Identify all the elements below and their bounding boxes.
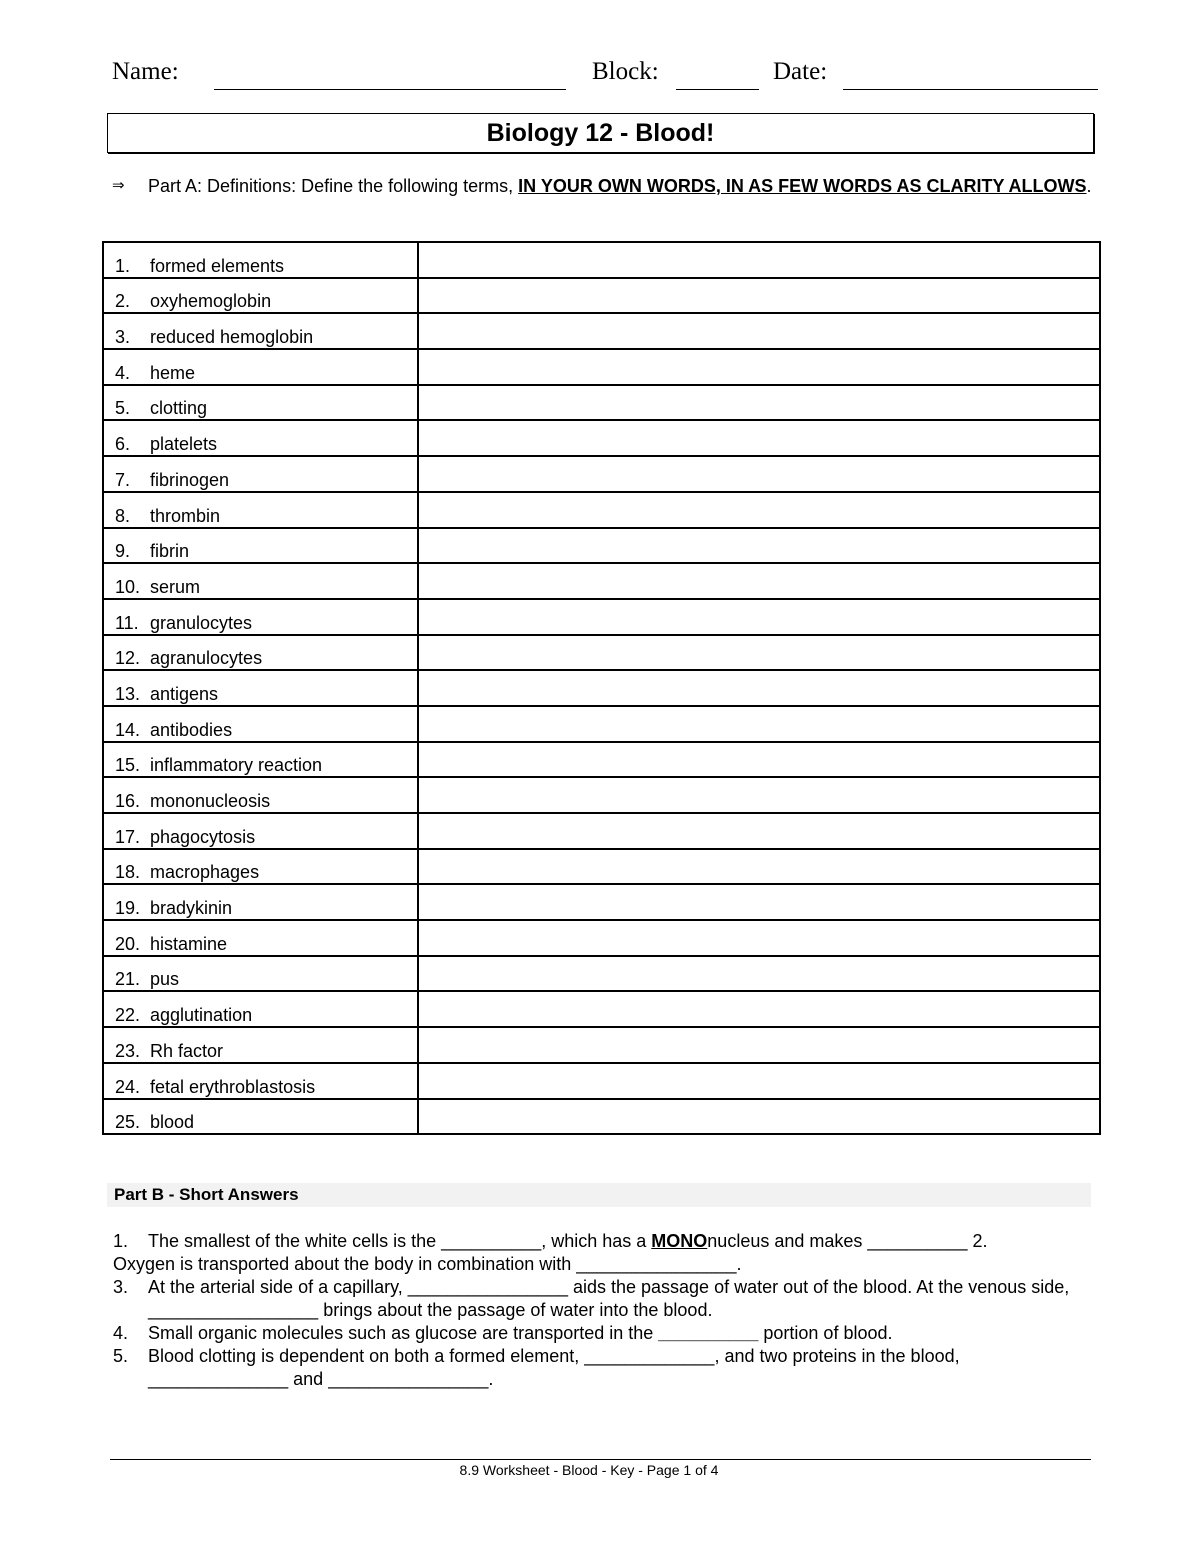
term-cell	[103, 1063, 418, 1099]
table-row	[103, 706, 1100, 742]
table-row	[103, 1063, 1100, 1099]
definition-answer-cell[interactable]	[418, 599, 1100, 635]
definition-answer-cell[interactable]	[418, 884, 1100, 920]
answer-blank[interactable]: __________	[658, 1323, 759, 1343]
answer-blank[interactable]: ______________	[148, 1369, 289, 1389]
table-row	[103, 563, 1100, 599]
question-5	[113, 1345, 1073, 1391]
definition-answer-cell[interactable]	[418, 242, 1100, 278]
term-number: 6.	[115, 434, 131, 455]
term-label: fetal erythroblastosis	[150, 1076, 316, 1097]
definition-answer-cell[interactable]	[418, 956, 1100, 992]
question-2	[113, 1253, 1073, 1276]
term-label: formed elements	[150, 255, 285, 276]
definition-answer-cell[interactable]	[418, 777, 1100, 813]
term-cell	[103, 920, 418, 956]
term-number: 5.	[115, 398, 131, 419]
term-number: 24.	[115, 1076, 141, 1097]
table-row	[103, 849, 1100, 885]
term-number: 12.	[115, 648, 141, 669]
table-row	[103, 1027, 1100, 1063]
term-number: 3.	[115, 327, 131, 348]
question-text: brings about the passage of water into the blood.	[318, 1300, 713, 1320]
term-cell	[103, 420, 418, 456]
page-footer: 8.9 Worksheet - Blood - Key - Page 1 of 4	[459, 1462, 719, 1478]
name-field[interactable]	[214, 89, 566, 90]
term-number: 13.	[115, 683, 141, 704]
term-cell	[103, 813, 418, 849]
definition-answer-cell[interactable]	[418, 742, 1100, 778]
answer-blank[interactable]: ________________	[328, 1369, 489, 1389]
definition-answer-cell[interactable]	[418, 1099, 1100, 1135]
definition-answer-cell[interactable]	[418, 313, 1100, 349]
term-cell	[103, 599, 418, 635]
question-number: 5.	[113, 1346, 129, 1366]
question-text: The smallest of the white cells is the	[148, 1231, 442, 1251]
question-text: Oxygen is transported about the body in combination with	[113, 1254, 577, 1274]
term-number: 25.	[115, 1112, 141, 1133]
term-label: granulocytes	[150, 612, 253, 633]
term-number: 14.	[115, 719, 141, 740]
term-cell	[103, 492, 418, 528]
question-number: 1.	[113, 1231, 129, 1251]
table-row	[103, 813, 1100, 849]
question-text: and	[288, 1369, 329, 1389]
term-label: platelets	[150, 434, 218, 455]
term-number: 23.	[115, 1040, 141, 1061]
term-number: 4.	[115, 362, 131, 383]
question-text: , and two proteins in the blood,	[714, 1346, 960, 1366]
term-cell	[103, 313, 418, 349]
term-cell	[103, 1099, 418, 1135]
table-row	[103, 349, 1100, 385]
term-cell	[103, 528, 418, 564]
term-label: agglutination	[150, 1005, 253, 1026]
definition-answer-cell[interactable]	[418, 528, 1100, 564]
definition-answer-cell[interactable]	[418, 920, 1100, 956]
term-label: antibodies	[150, 719, 233, 740]
table-row	[103, 242, 1100, 278]
table-row	[103, 991, 1100, 1027]
term-label: phagocytosis	[150, 826, 256, 847]
term-cell	[103, 956, 418, 992]
question-text: aids the passage of water out of the blood. At the venous side,	[567, 1277, 1070, 1297]
definition-answer-cell[interactable]	[418, 849, 1100, 885]
block-field[interactable]	[676, 89, 759, 90]
question-text: .	[488, 1369, 494, 1389]
definition-answer-cell[interactable]	[418, 492, 1100, 528]
part-a-emphasis: IN YOUR OWN WORDS, IN AS FEW WORDS AS CLARITY ALLOWS	[518, 176, 1087, 196]
question-text: Small organic molecules such as glucose are transported in the	[148, 1323, 659, 1343]
table-row	[103, 884, 1100, 920]
answer-blank[interactable]: ________________	[407, 1277, 568, 1297]
term-label: reduced hemoglobin	[150, 327, 314, 348]
question-text: .	[736, 1254, 742, 1274]
term-cell	[103, 884, 418, 920]
term-cell	[103, 706, 418, 742]
term-number: 20.	[115, 933, 141, 954]
table-row	[103, 599, 1100, 635]
block-label: Block:	[592, 58, 659, 85]
table-row	[103, 528, 1100, 564]
term-number: 16.	[115, 791, 141, 811]
term-number: 11.	[115, 612, 139, 633]
term-label: antigens	[150, 683, 219, 704]
term-cell	[103, 278, 418, 314]
question-text: Blood clotting is dependent on both a formed element,	[148, 1346, 585, 1366]
term-label: agranulocytes	[150, 648, 263, 669]
term-label: serum	[150, 576, 201, 597]
term-label: clotting	[150, 398, 208, 419]
question-number: 3.	[113, 1277, 129, 1297]
question-4	[113, 1322, 1073, 1345]
table-row	[103, 920, 1100, 956]
definition-answer-cell[interactable]	[418, 670, 1100, 706]
table-row	[103, 313, 1100, 349]
question-text: 2.	[967, 1231, 988, 1251]
term-label: histamine	[150, 933, 228, 954]
title-box	[107, 113, 1094, 153]
term-number: 19.	[115, 898, 141, 919]
question-3	[113, 1276, 1073, 1322]
footer-divider	[110, 1459, 1091, 1460]
term-label: fibrin	[150, 541, 190, 562]
table-row	[103, 420, 1100, 456]
definition-answer-cell[interactable]	[418, 385, 1100, 421]
term-cell	[103, 349, 418, 385]
definition-answer-cell[interactable]	[418, 991, 1100, 1027]
definition-answer-cell[interactable]	[418, 278, 1100, 314]
answer-blank[interactable]: __________	[441, 1231, 542, 1251]
definitions-table	[102, 241, 1101, 1135]
definition-answer-cell[interactable]	[418, 706, 1100, 742]
term-cell	[103, 456, 418, 492]
definition-answer-cell[interactable]	[418, 635, 1100, 671]
question-1	[113, 1230, 1073, 1253]
term-label: bradykinin	[150, 898, 233, 919]
term-label: oxyhemoglobin	[150, 291, 272, 312]
term-cell	[103, 635, 418, 671]
arrow-icon: ⇒	[112, 177, 125, 194]
term-number: 8.	[115, 505, 131, 526]
table-row	[103, 742, 1100, 778]
term-number: 9.	[115, 541, 131, 562]
term-number: 1.	[115, 255, 131, 276]
table-row	[103, 1099, 1100, 1135]
mono-emphasis: MONO	[651, 1231, 708, 1251]
term-label: mononucleosis	[150, 791, 271, 811]
part-a-intro: Part A: Definitions: Define the following terms,	[148, 176, 519, 196]
term-cell	[103, 742, 418, 778]
part-a-end: .	[1086, 176, 1092, 196]
answer-blank[interactable]: _________________	[148, 1300, 319, 1320]
definition-answer-cell[interactable]	[418, 456, 1100, 492]
term-cell	[103, 563, 418, 599]
definition-answer-cell[interactable]	[418, 1027, 1100, 1063]
part-b-title: Part B - Short Answers	[114, 1185, 299, 1204]
term-number: 15.	[115, 755, 141, 776]
term-label: fibrinogen	[150, 469, 230, 490]
term-number: 21.	[115, 969, 141, 990]
term-cell	[103, 1027, 418, 1063]
definition-answer-cell[interactable]	[418, 813, 1100, 849]
term-cell	[103, 670, 418, 706]
definition-answer-cell[interactable]	[418, 563, 1100, 599]
definition-answer-cell[interactable]	[418, 349, 1100, 385]
page-title: Biology 12 - Blood!	[486, 118, 715, 147]
question-text: nucleus and makes	[707, 1231, 868, 1251]
definition-answer-cell[interactable]	[418, 1063, 1100, 1099]
question-text: , which has a	[541, 1231, 652, 1251]
table-row	[103, 635, 1100, 671]
term-label: pus	[150, 969, 180, 990]
date-label: Date:	[773, 58, 828, 85]
term-number: 18.	[115, 862, 141, 883]
term-number: 22.	[115, 1005, 141, 1026]
term-label: Rh factor	[150, 1040, 224, 1061]
table-row	[103, 385, 1100, 421]
term-number: 7.	[115, 469, 131, 490]
part-b-questions	[113, 1230, 1073, 1391]
definition-answer-cell[interactable]	[418, 420, 1100, 456]
question-text: At the arterial side of a capillary,	[148, 1277, 408, 1297]
answer-blank[interactable]: ________________	[576, 1254, 737, 1274]
name-label: Name:	[112, 58, 179, 85]
term-cell	[103, 777, 418, 813]
table-row	[103, 456, 1100, 492]
answer-blank[interactable]: __________	[867, 1231, 968, 1251]
table-row	[103, 278, 1100, 314]
term-cell	[103, 242, 418, 278]
term-label: macrophages	[150, 862, 260, 883]
term-label: inflammatory reaction	[150, 755, 323, 776]
term-label: blood	[150, 1112, 195, 1133]
term-cell	[103, 991, 418, 1027]
term-label: heme	[150, 362, 196, 383]
answer-blank[interactable]: _____________	[584, 1346, 715, 1366]
date-field[interactable]	[843, 89, 1098, 90]
table-row	[103, 777, 1100, 813]
term-cell	[103, 385, 418, 421]
term-number: 17.	[115, 826, 141, 847]
table-row	[103, 492, 1100, 528]
table-row	[103, 670, 1100, 706]
question-number: 4.	[113, 1323, 129, 1343]
term-number: 10.	[115, 576, 141, 597]
term-cell	[103, 849, 418, 885]
term-number: 2.	[115, 291, 131, 312]
table-row	[103, 956, 1100, 992]
term-label: thrombin	[150, 505, 221, 526]
question-text: portion of blood.	[758, 1323, 893, 1343]
